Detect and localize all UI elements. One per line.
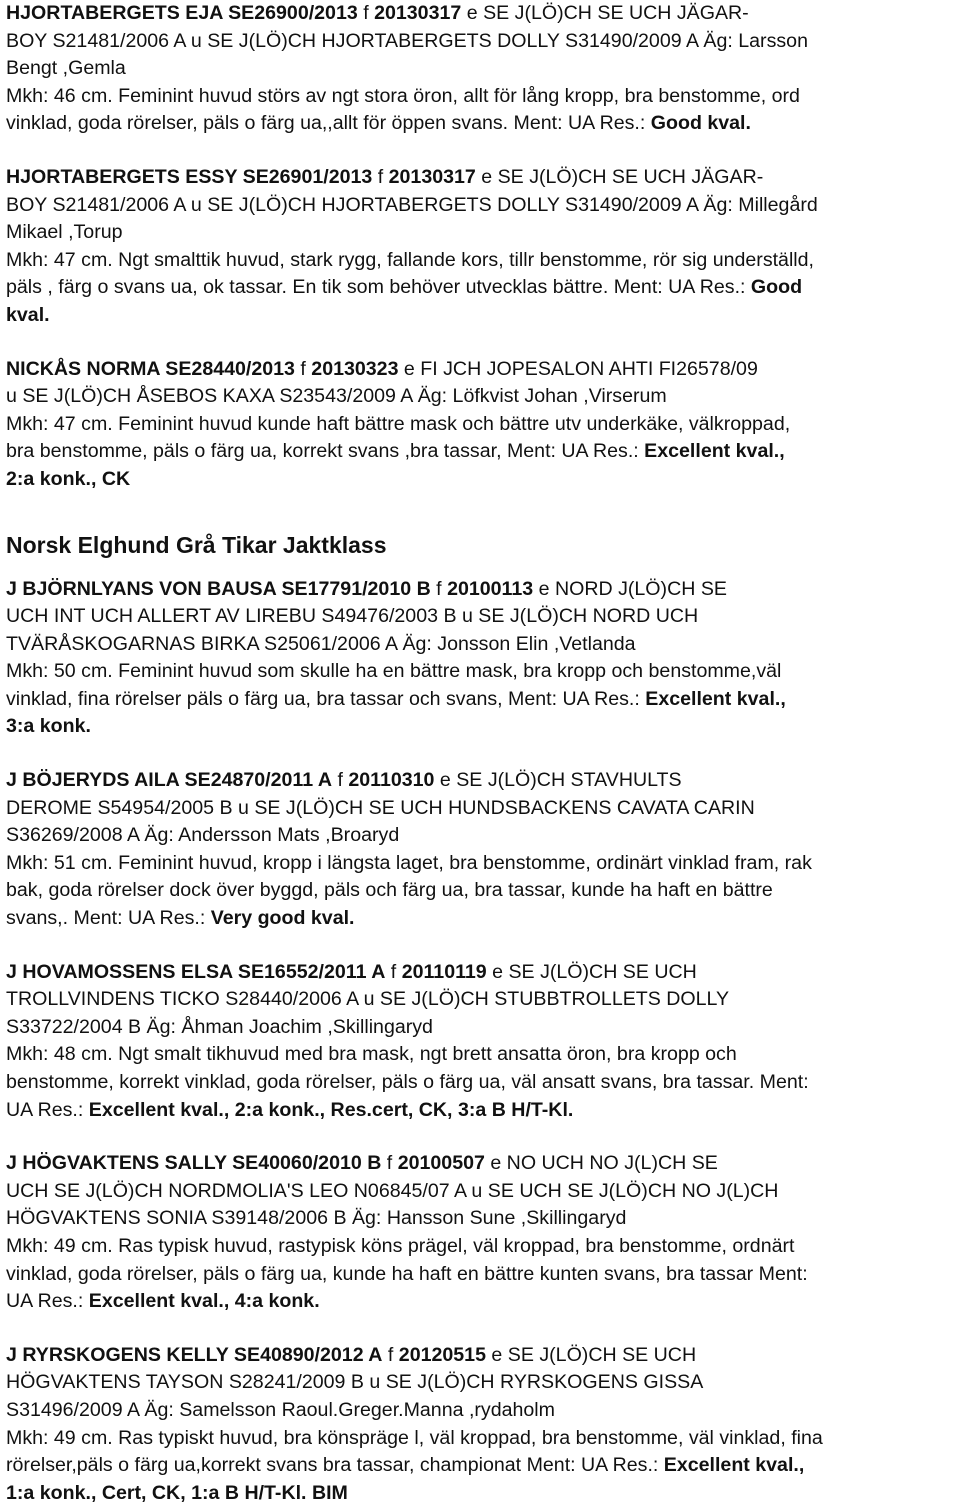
text: Mkh: 49 cm. Ras typiskt huvud, bra könspräge l, väl kroppad, bra benstomme, väl vinklad, fina	[6, 1427, 823, 1449]
text: Mikael ,Torup	[6, 221, 123, 243]
entry-line	[6, 1397, 954, 1425]
text: Mkh: 47 cm. Ngt smalttik huvud, stark rygg, fallande kors, tillr benstomme, rör sig underställd,	[6, 249, 814, 271]
text: HÖGVAKTENS SONIA S39148/2006 B Äg: Hansson Sune ,Skillingaryd	[6, 1207, 626, 1229]
entries-after-heading	[6, 576, 954, 1507]
entry-line	[6, 767, 954, 795]
entry-line	[6, 1069, 954, 1097]
text: e SE J(LÖ)CH SE UCH JÄGAR-	[476, 166, 763, 188]
bold-text: HJORTABERGETS ESSY SE26901/2013	[6, 166, 372, 188]
entry-line	[6, 356, 954, 384]
bold-text: 20100507	[398, 1152, 485, 1174]
bold-text: Good	[751, 276, 802, 298]
entry-line	[6, 658, 954, 686]
bold-text: 20130323	[311, 358, 398, 380]
text: e NO UCH NO J(L)CH SE	[485, 1152, 718, 1174]
bold-text: Very good kval.	[211, 907, 355, 929]
bold-text: NICKÅS NORMA SE28440/2013	[6, 358, 295, 380]
entry-line	[6, 164, 954, 192]
text: Mkh: 50 cm. Feminint huvud som skulle ha en bättre mask, bra kropp och benstomme,väl	[6, 660, 781, 682]
bold-text: 20100113	[447, 578, 533, 600]
text: e SE J(LÖ)CH STAVHULTS	[434, 769, 681, 791]
text: DEROME S54954/2005 B u SE J(LÖ)CH SE UCH HUNDSBACKENS CAVATA CARIN	[6, 797, 755, 819]
bold-text: J BÖJERYDS AILA SE24870/2011 A	[6, 769, 332, 791]
entry-line	[6, 383, 954, 411]
text: bak, goda rörelser dock över byggd, päls och färg ua, bra tassar, kunde ha haft en bättre	[6, 879, 773, 901]
bold-text: 3:a konk.	[6, 715, 91, 737]
bold-text: Excellent kval., 4:a konk.	[89, 1290, 320, 1312]
text: f	[385, 961, 401, 983]
bold-text: J HOVAMOSSENS ELSA SE16552/2011 A	[6, 961, 385, 983]
text: f	[358, 2, 374, 24]
dog-entry	[6, 767, 954, 933]
entry-spacer	[6, 1316, 954, 1342]
dog-entry	[6, 164, 954, 330]
bold-text: 2:a konk.	[6, 468, 91, 490]
text: e SE J(LÖ)CH SE UCH JÄGAR-	[461, 2, 748, 24]
entry-line	[6, 713, 954, 741]
entry-line	[6, 302, 954, 330]
bold-text: 20130317	[374, 2, 461, 24]
text: päls , färg o svans ua, ok tassar. En tik som behöver utvecklas bättre. Ment: UA Res.:	[6, 276, 751, 298]
entry-line	[6, 686, 954, 714]
entry-line	[6, 28, 954, 56]
bold-text: 20110310	[348, 769, 434, 791]
text: e SE J(LÖ)CH SE UCH	[486, 1344, 696, 1366]
entry-line	[6, 466, 954, 494]
text: svans,. Ment: UA Res.:	[6, 907, 211, 929]
entry-line	[6, 1480, 954, 1507]
text: UA Res.:	[6, 1099, 89, 1121]
text: rörelser,päls o färg ua,korrekt svans bra tassar, championat Ment: UA Res.:	[6, 1454, 664, 1476]
text: vinklad, goda rörelser, päls o färg ua, kunde ha haft en bättre kunten svans, bra tassar Ment:	[6, 1263, 808, 1285]
text: f	[295, 358, 311, 380]
text: f	[332, 769, 348, 791]
text: benstomme, korrekt vinklad, goda rörelser, päls o färg ua, väl ansatt svans, bra tassar. Ment:	[6, 1071, 809, 1093]
entry-line	[6, 0, 954, 28]
entry-line	[6, 822, 954, 850]
bold-text: , CK	[91, 468, 130, 490]
text: Mkh: 46 cm. Feminint huvud störs av ngt stora öron, allt för lång kropp, bra benstomme, ord	[6, 85, 800, 107]
entry-line	[6, 83, 954, 111]
entry-line	[6, 55, 954, 83]
text: Mkh: 47 cm. Feminint huvud kunde haft bättre mask och bättre utv underkäke, välkroppad,	[6, 413, 790, 435]
entry-line	[6, 274, 954, 302]
entry-spacer	[6, 138, 954, 164]
entries-before-heading	[6, 0, 954, 494]
text: f	[372, 166, 388, 188]
text: e SE J(LÖ)CH SE UCH	[487, 961, 697, 983]
entry-line	[6, 438, 954, 466]
entry-line	[6, 1041, 954, 1069]
bold-text: HJORTABERGETS EJA SE26900/2013	[6, 2, 358, 24]
entry-line	[6, 1097, 954, 1125]
text: S36269/2008 A Äg: Andersson Mats ,Broaryd	[6, 824, 399, 846]
bold-text: kval.	[6, 304, 50, 326]
bold-text: Good kval.	[651, 112, 751, 134]
bold-text: Excellent kval.,	[644, 440, 785, 462]
text: Mkh: 51 cm. Feminint huvud, kropp i längsta laget, bra benstomme, ordinärt vinklad fram, rak	[6, 852, 812, 874]
bold-text: Excellent kval., 2:a konk., Res.cert, CK, 3:a B H/T-Kl.	[89, 1099, 574, 1121]
entry-spacer	[6, 741, 954, 767]
dog-entry	[6, 1342, 954, 1507]
text: Mkh: 48 cm. Ngt smalt tikhuvud med bra mask, ngt brett ansatta öron, bra kropp och	[6, 1043, 737, 1065]
text: e FI JCH JOPESALON AHTI FI26578/09	[398, 358, 757, 380]
entry-line	[6, 1369, 954, 1397]
dog-entry	[6, 0, 954, 138]
text: f	[431, 578, 447, 600]
entry-line	[6, 850, 954, 878]
bold-text: J RYRSKOGENS KELLY SE40890/2012 A	[6, 1344, 382, 1366]
entry-line	[6, 576, 954, 604]
text: HÖGVAKTENS TAYSON S28241/2009 B u SE J(LÖ)CH RYRSKOGENS GISSA	[6, 1371, 703, 1393]
text: vinklad, goda rörelser, päls o färg ua,,allt för öppen svans. Ment: UA Res.:	[6, 112, 651, 134]
entry-spacer	[6, 933, 954, 959]
entry-line	[6, 986, 954, 1014]
entry-line	[6, 603, 954, 631]
entry-line	[6, 1261, 954, 1289]
entry-line	[6, 1342, 954, 1370]
text: bra benstomme, päls o färg ua, korrekt svans ,bra tassar, Ment: UA Res.:	[6, 440, 644, 462]
text: S33722/2004 B Äg: Åhman Joachim ,Skillingaryd	[6, 1016, 433, 1038]
bold-text: Excellent kval.,	[645, 688, 786, 710]
entry-line	[6, 1452, 954, 1480]
text: UCH INT UCH ALLERT AV LIREBU S49476/2003 B u SE J(LÖ)CH NORD UCH	[6, 605, 698, 627]
entry-line	[6, 1150, 954, 1178]
entry-line	[6, 877, 954, 905]
entry-line	[6, 247, 954, 275]
bold-text: J HÖGVAKTENS SALLY SE40060/2010 B	[6, 1152, 381, 1174]
bold-text: Excellent kval.,	[664, 1454, 805, 1476]
entry-line	[6, 1178, 954, 1206]
dog-entry	[6, 1150, 954, 1316]
entry-line	[6, 219, 954, 247]
text: f	[381, 1152, 397, 1174]
entry-line	[6, 1014, 954, 1042]
text: e NORD J(LÖ)CH SE	[533, 578, 727, 600]
entry-line	[6, 411, 954, 439]
dog-entry	[6, 959, 954, 1125]
text: BOY S21481/2006 A u SE J(LÖ)CH HJORTABERGETS DOLLY S31490/2009 A Äg: Larsson	[6, 30, 808, 52]
entry-line	[6, 795, 954, 823]
text: TVÄRÅSKOGARNAS BIRKA S25061/2006 A Äg: Jonsson Elin ,Vetlanda	[6, 633, 636, 655]
text: vinklad, fina rörelser päls o färg ua, bra tassar och svans, Ment: UA Res.:	[6, 688, 645, 710]
entry-line	[6, 1288, 954, 1316]
entry-line	[6, 905, 954, 933]
text: u SE J(LÖ)CH ÅSEBOS KAXA S23543/2009 A Äg: Löfkvist Johan ,Virserum	[6, 385, 667, 407]
text: UA Res.:	[6, 1290, 89, 1312]
entry-spacer	[6, 330, 954, 356]
entry-line	[6, 110, 954, 138]
entry-line	[6, 1233, 954, 1261]
entry-spacer	[6, 1124, 954, 1150]
text: TROLLVINDENS TICKO S28440/2006 A u SE J(LÖ)CH STUBBTROLLETS DOLLY	[6, 988, 729, 1010]
text: UCH SE J(LÖ)CH NORDMOLIA'S LEO N06845/07 A u SE UCH SE J(LÖ)CH NO J(L)CH	[6, 1180, 778, 1202]
entry-line	[6, 1205, 954, 1233]
text: Mkh: 49 cm. Ras typisk huvud, rastypisk köns prägel, väl kroppad, bra benstomme, ordnärt	[6, 1235, 794, 1257]
dog-entry	[6, 576, 954, 742]
bold-text: 20120515	[399, 1344, 486, 1366]
dog-entry	[6, 356, 954, 494]
bold-text: 20130317	[389, 166, 476, 188]
text: BOY S21481/2006 A u SE J(LÖ)CH HJORTABERGETS DOLLY S31490/2009 A Äg: Millegård	[6, 194, 818, 216]
bold-text: 20110119	[402, 961, 487, 983]
entry-line	[6, 959, 954, 987]
entry-line	[6, 1425, 954, 1453]
bold-text: J BJÖRNLYANS VON BAUSA SE17791/2010 B	[6, 578, 431, 600]
text: Bengt ,Gemla	[6, 57, 126, 79]
entry-line	[6, 631, 954, 659]
text: S31496/2009 A Äg: Samelsson Raoul.Greger.Manna ,rydaholm	[6, 1399, 555, 1421]
entry-line	[6, 192, 954, 220]
text: f	[382, 1344, 398, 1366]
bold-text: 1:a konk., Cert, CK, 1:a B H/T-Kl. BIM	[6, 1482, 348, 1504]
section-heading: Norsk Elghund Grå Tikar Jaktklass	[6, 530, 954, 560]
